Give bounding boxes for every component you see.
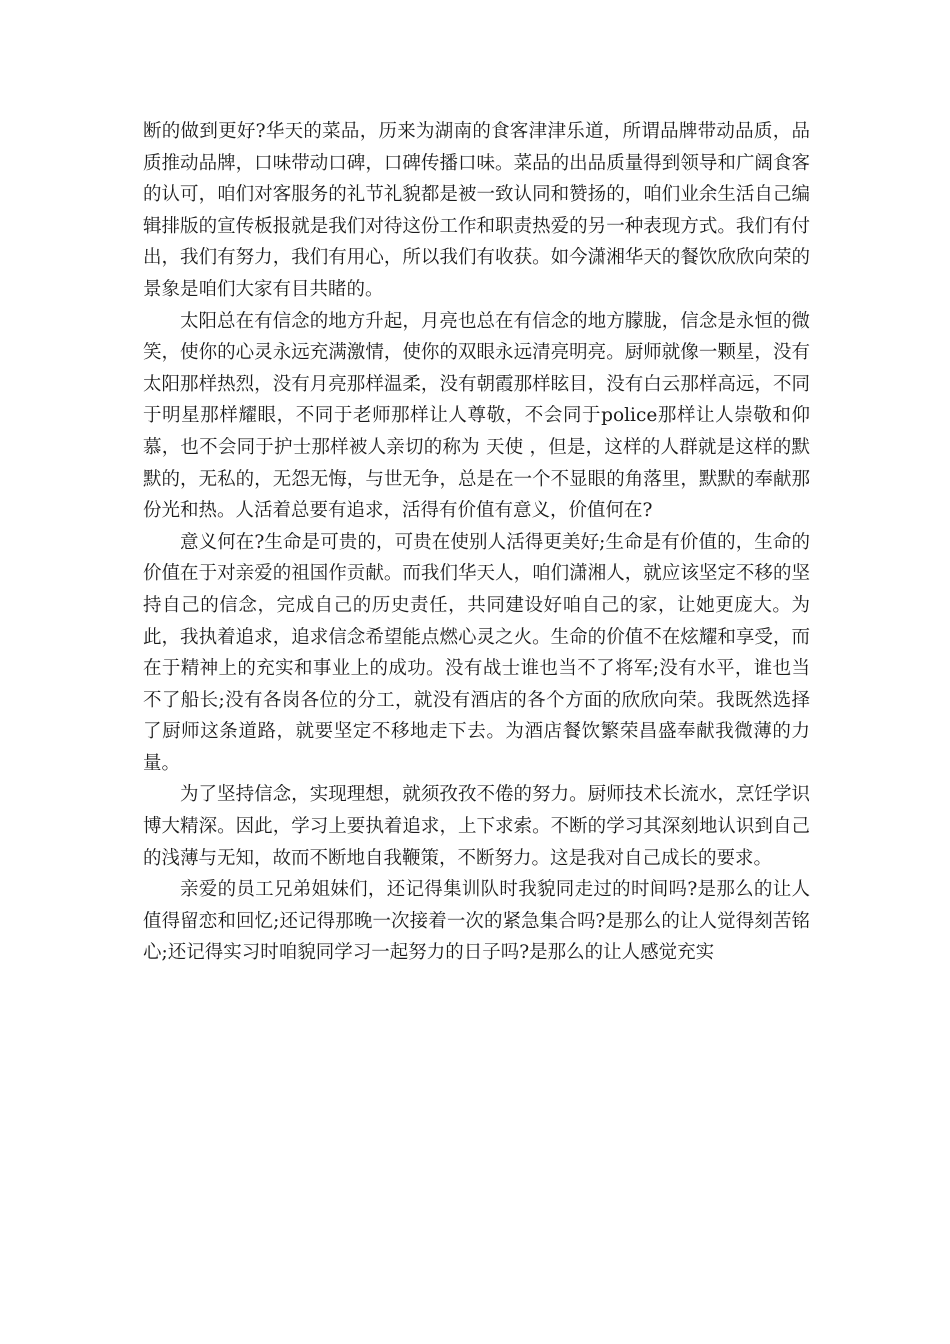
paragraph-learning: 为了坚持信念，实现理想，就须孜孜不倦的努力。厨师技术长流水，烹饪学识博大精深。因此，学习上要执着追求，上下求索。不断的学习其深刻地认识到自己的浅薄与无知，故而不断地自我鞭策，不断努力。这是我对自己成长的要求。 (143, 784, 810, 869)
paragraph-memories: 亲爱的员工兄弟姐妹们，还记得集训队时我貌同走过的时间吗?是那么的让人值得留恋和回忆;还记得那晚一次接着一次的紧急集合吗?是那么的让人觉得刻苦铭心;还记得实习时咱貌同学习一起努力的日子吗?是那么的让人感觉充实 (143, 879, 810, 964)
document-page (143, 116, 810, 969)
paragraph-continuation: 断的做到更好?华天的菜品，历来为湖南的食客津津乐道，所谓品牌带动品质，品质推动品牌，口味带动口碑，口碑传播口味。菜品的出品质量得到领导和广阔食客的认可，咱们对客服务的礼节礼貌都是被一致认同和赞扬的，咱们业余生活自己编辑排版的宣传板报就是我们对待这份工作和职责热爱的另一种表现方式。我们有付出，我们有努力，我们有用心，所以我们有收获。如今潇湘华天的餐饮欣欣向荣的景象是咱们大家有目共睹的。 (143, 121, 810, 300)
paragraph-meaning-of-life: 意义何在?生命是可贵的，可贵在使别人活得更美好;生命是有价值的，生命的价值在于对亲爱的祖国作贡献。而我们华天人，咱们潇湘人，就应该坚定不移的坚持自己的信念，完成自己的历史责任，共同建设好咱自己的家，让她更庞大。为此，我执着追求，追求信念希望能点燃心灵之火。生命的价值不在炫耀和享受，而在于精神上的充实和事业上的成功。没有战士谁也当不了将军;没有水平，谁也当不了船长;没有各岗各位的分工，就没有酒店的各个方面的欣欣向荣。我既然选择了厨师这条道路，就要坚定不移地走下去。为酒店餐饮繁荣昌盛奉献我微薄的力量。 (143, 531, 810, 774)
paragraph-belief: 太阳总在有信念的地方升起，月亮也总在有信念的地方朦胧，信念是永恒的微笑，使你的心灵永远充满激情，使你的双眼永远清亮明亮。厨师就像一颗星，没有太阳那样热烈，没有月亮那样温柔，没有朝霞那样眩目，没有白云那样高远，不同于明星那样耀眼，不同于老师那样让人尊敬，不会同于police那样让人崇敬和仰慕，也不会同于护士那样被人亲切的称为 天使 ，但是，这样的人群就是这样的默默的，无私的，无怨无悔，与世无争，总是在一个不显眼的角落里，默默的奉献那份光和热。人活着总要有追求，活得有价值有意义，价值何在? (143, 310, 810, 522)
